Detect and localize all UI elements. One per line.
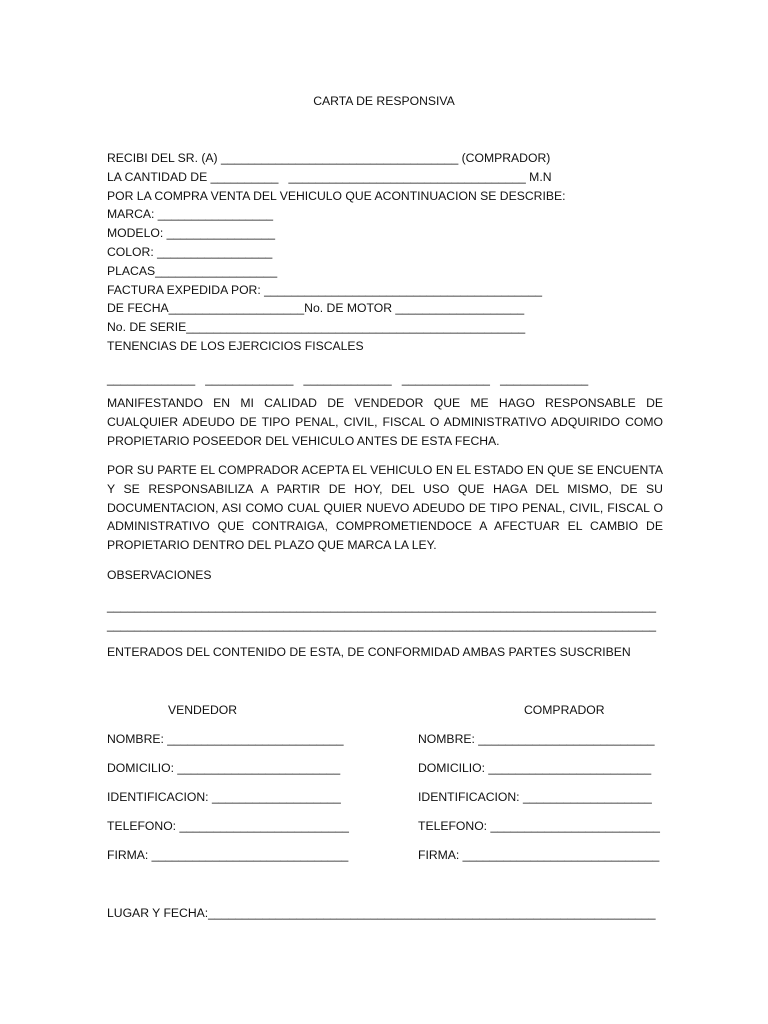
placas-line: PLACAS__________________ — [107, 263, 278, 278]
comprador-telefono-field: TELEFONO: _________________________ — [418, 819, 660, 834]
comprador-signature-block — [418, 701, 698, 865]
compra-venta-line: POR LA COMPRA VENTA DEL VEHICULO QUE ACONTINUACION SE DESCRIBE: — [107, 188, 566, 203]
tenencias-blanks — [107, 370, 667, 389]
observaciones-lines — [107, 597, 667, 635]
tenencias-label: TENENCIAS DE LOS EJERCICIOS FISCALES — [107, 338, 364, 353]
observaciones-line-1: _________________________________________________________________________________ — [107, 599, 657, 613]
fecha-motor-line: DE FECHA____________________No. DE MOTOR ___________________ — [107, 301, 525, 316]
lugar-fecha-field: LUGAR Y FECHA:__________________________________________________________________ — [107, 906, 656, 920]
vendedor-nombre-field: NOMBRE: __________________________ — [107, 731, 344, 746]
serie-line: No. DE SERIE__________________________________________________ — [107, 320, 526, 335]
enterados-section — [107, 643, 667, 662]
vendedor-domicilio-field: DOMICILIO: ________________________ — [107, 760, 341, 775]
tenencias-blank-line: _____________ _____________ _____________ _____________ _____________ — [107, 372, 589, 386]
comprador-identificacion-field: IDENTIFICACION: ___________________ — [418, 789, 652, 804]
observaciones-label — [107, 566, 667, 585]
comprador-paragraph: POR SU PARTE EL COMPRADOR ACEPTA EL VEHICULO EN EL ESTADO EN QUE SE ENCUENTA Y SE RESPONSABILIZA A PARTIR DE HOY, DEL USO QUE HAGA DEL MISMO, DE SU DOCUMENTACION, ASI COMO CUAL QUIER NUEVO ADEUDO DE TIPO PENAL, CIVIL, FISCAL O ADMINISTRATIVO QUE CONTRAIGA, COMPROMETIENDOCE A AFECTUAR EL CAMBIO DE PROPIETARIO DENTRO DEL PLAZO QUE MARCA LA LEY. — [107, 463, 663, 553]
marca-line: MARCA: _________________ — [107, 207, 274, 222]
color-line: COLOR: _________________ — [107, 244, 273, 259]
vendedor-paragraph: MANIFESTANDO EN MI CALIDAD DE VENDEDOR QUE ME HAGO RESPONSABLE DE CUALQUIER ADEUDO DE TIPO PENAL, CIVIL, FISCAL O ADMINISTRATIVO ADQUIRIDO COMO PROPIETARIO POSEEDOR DEL VEHICULO ANTES DE ESTA FECHA. — [107, 396, 663, 448]
factura-line: FACTURA EXPEDIDA POR: _________________________________________ — [107, 282, 543, 297]
comprador-heading: COMPRADOR — [524, 703, 605, 717]
document-title: CARTA DE RESPONSIVA — [313, 94, 455, 108]
vendedor-heading: VENDEDOR — [168, 703, 238, 717]
comprador-statement — [107, 461, 667, 555]
vendedor-signature-block — [107, 701, 387, 865]
enterados-text: ENTERADOS DEL CONTENIDO DE ESTA, DE CONFORMIDAD AMBAS PARTES SUSCRIBEN — [107, 645, 631, 659]
modelo-line: MODELO: ________________ — [107, 226, 276, 241]
observaciones-line-2: _________________________________________________________________________________ — [107, 617, 657, 632]
vendedor-firma-field: FIRMA: _____________________________ — [107, 848, 349, 863]
vendedor-telefono-field: TELEFONO: _________________________ — [107, 819, 349, 834]
cantidad-line: LA CANTIDAD DE __________ ___________________________________ M.N — [107, 169, 552, 184]
comprador-domicilio-field: DOMICILIO: ________________________ — [418, 760, 652, 775]
vendedor-statement — [107, 394, 667, 450]
vendedor-identificacion-field: IDENTIFICACION: ___________________ — [107, 789, 341, 804]
vehicle-details-section — [107, 149, 667, 356]
observaciones-heading: OBSERVACIONES — [107, 568, 212, 582]
lugar-fecha-section — [107, 904, 667, 923]
recibi-line: RECIBI DEL SR. (A) ___________________________________ (COMPRADOR) — [107, 151, 551, 165]
comprador-firma-field: FIRMA: _____________________________ — [418, 848, 660, 863]
comprador-nombre-field: NOMBRE: __________________________ — [418, 731, 655, 746]
